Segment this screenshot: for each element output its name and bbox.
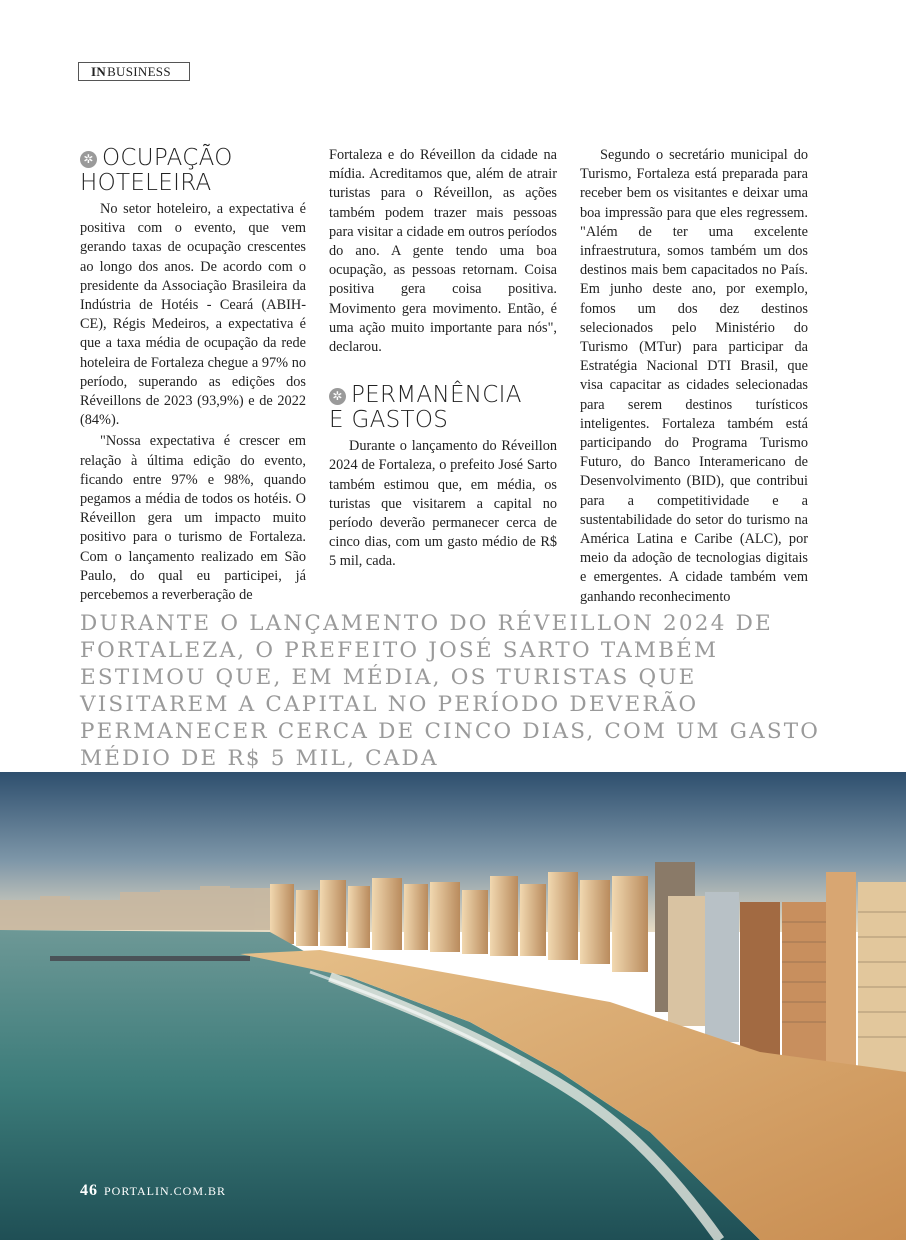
site-url: PORTALIN.COM.BR [104, 1184, 226, 1198]
section-tag [78, 62, 190, 81]
paragraph-1: No setor hoteleiro, a expectativa é positiva com o evento, que vem gerando taxas de ocupação crescentes ao longo dos anos. De acordo com o presidente da Associação Brasileira da Indústria de Hotéis - Ceará (ABIH-CE), Régis Medeiros, a expectativa é que a taxa média de ocupação da rede hoteleira de Fortaleza chegue a 97% no período, superando as edições dos Réveillons de 2023 (93,9%) e de 2022 (84%). [80, 201, 306, 429]
page-footer [80, 1182, 226, 1200]
star-circle-icon: ✲ [329, 388, 346, 405]
section-tag-text: BUSINESS [107, 63, 171, 79]
paragraph-2-continued: Fortaleza e do Réveillon da cidade na mídia. Acreditamos que, além de atrair turistas para o Réveillon, as ações também podem trazer mais pessoas para visitar a cidade em outros períodos do ano. A gente tendo uma boa ocupação, as pessoas retornam. Coisa positiva gera coisa positiva. Movimento gera movimento. Então, é uma ação muito importante para nós", declarou. [329, 147, 557, 356]
page-number: 46 [80, 1182, 98, 1199]
article-column-2 [329, 146, 557, 572]
paragraph-3: Durante o lançamento do Réveillon 2024 de Fortaleza, o prefeito José Sarto também estimou que, em média, os turistas que visitarem a capital no período deverão permanecer cerca de cinco dias, com um gasto médio de R$ 5 mil, cada. [329, 438, 557, 570]
article-column-1 [80, 146, 306, 605]
star-circle-icon: ✲ [80, 151, 97, 168]
heading-line-1: PERMANÊNCIA [351, 382, 522, 409]
paragraph-2: "Nossa expectativa é crescer em relação à última edição do evento, ficando entre 97% e 98%, quando pegamos a média de todos os hotéis. O Réveillon gera um impacto muito positivo para o turismo de Fortaleza. Com o lançamento realizado em São Paulo, do qual eu participei, já percebemos a reverberação de [80, 433, 306, 604]
section-heading-ocupacao [80, 146, 306, 196]
heading-line-2: E GASTOS [329, 407, 449, 434]
heading-line-1: OCUPAÇÃO [102, 145, 233, 171]
article-column-3 [580, 146, 808, 607]
beach-skyline-illustration [0, 772, 906, 1240]
pull-quote: DURANTE O LANÇAMENTO DO RÉVEILLON 2024 DE FORTALEZA, O PREFEITO JOSÉ SARTO TAMBÉM ESTIMOU QUE, EM MÉDIA, OS TURISTAS QUE VISITAREM A CAPITAL NO PERÍODO DEVERÃO PERMANECER CERCA DE CINCO DIAS, COM UM GASTO MÉDIO DE R$ 5 MIL, CADA [80, 611, 821, 771]
section-heading-permanencia [329, 383, 557, 433]
section-tag-bold: IN [91, 63, 107, 79]
heading-line-2: HOTELEIRA [80, 170, 212, 196]
paragraph-4: Segundo o secretário municipal do Turismo, Fortaleza está preparada para receber bem os visitantes e deixar uma boa impressão para que eles regressem. "Além de ter uma excelente infraestrutura, somos também um dos destinos mais bem capacitados no País. Em junho deste ano, por exemplo, fomos um dos dez destinos selecionados pelo Ministério do Turismo (MTur) para participar da Estratégia Nacional DTI Brasil, que visa capacitar as cidades selecionadas para serem destinos turísticos inteligentes. Fortaleza também está participando do Programa Turismo Futuro, do Banco Interamericano de Desenvolvimento (BID), que contribui para a competitividade e a sustentabilidade do setor do turismo na América Latina e Caribe (ALC), por meio da adoção de tecnologias digitais e emergentes. A cidade também vem ganhando reconhecimento [580, 147, 808, 605]
beach-skyline-photo [0, 772, 906, 1240]
